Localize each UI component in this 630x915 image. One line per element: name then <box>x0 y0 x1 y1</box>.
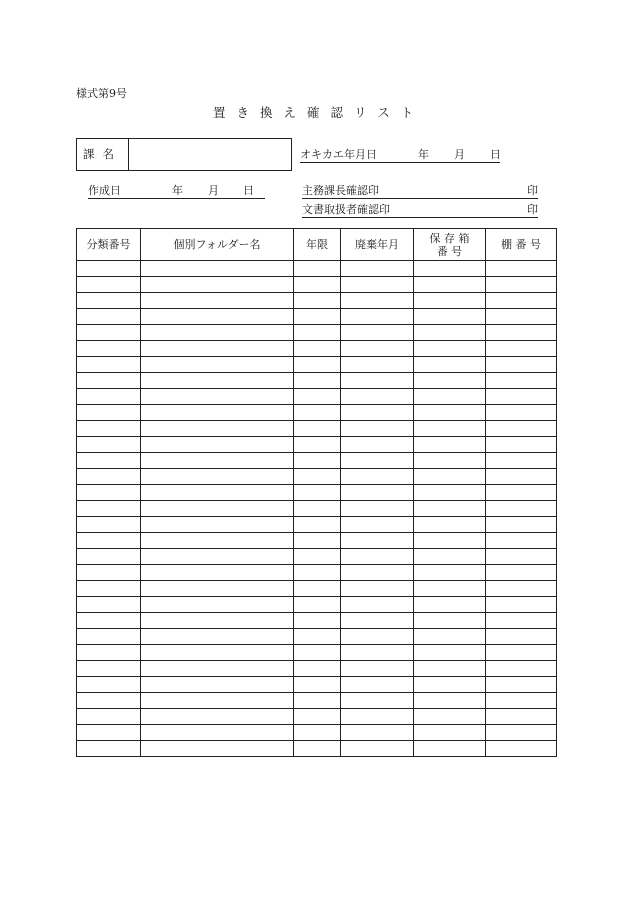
storage-box-number-cell[interactable] <box>414 453 486 469</box>
disposal-date-cell[interactable] <box>341 565 414 581</box>
shelf-number-cell[interactable] <box>486 357 557 373</box>
table-header-row <box>77 229 557 261</box>
folder-name-cell[interactable] <box>141 261 294 277</box>
retention-years-cell[interactable] <box>294 261 341 277</box>
table-row <box>77 565 557 581</box>
folder-name-cell[interactable] <box>141 421 294 437</box>
replace-date-line[interactable] <box>300 148 500 163</box>
classification-number-cell[interactable] <box>77 517 141 533</box>
folder-name-cell[interactable] <box>141 277 294 293</box>
storage-box-number-cell[interactable] <box>414 373 486 389</box>
table-row <box>77 645 557 661</box>
disposal-date-cell[interactable] <box>341 501 414 517</box>
retention-years-cell[interactable] <box>294 693 341 709</box>
storage-box-number-cell[interactable] <box>414 549 486 565</box>
created-date-line[interactable] <box>88 184 265 199</box>
retention-years-cell[interactable] <box>294 709 341 725</box>
folder-name-cell[interactable] <box>141 661 294 677</box>
disposal-date-cell[interactable] <box>341 405 414 421</box>
classification-number-cell[interactable] <box>77 565 141 581</box>
classification-number-cell[interactable] <box>77 725 141 741</box>
folder-name-cell[interactable] <box>141 565 294 581</box>
created-date-day: 日 <box>243 184 254 197</box>
storage-box-number-cell[interactable] <box>414 309 486 325</box>
classification-number-cell[interactable] <box>77 373 141 389</box>
shelf-number-cell[interactable] <box>486 437 557 453</box>
created-date-month: 月 <box>208 184 219 197</box>
table-row <box>77 389 557 405</box>
retention-years-cell[interactable] <box>294 613 341 629</box>
shelf-number-cell[interactable] <box>486 677 557 693</box>
table-row <box>77 501 557 517</box>
storage-box-number-cell[interactable] <box>414 597 486 613</box>
classification-number-cell[interactable] <box>77 277 141 293</box>
retention-years-cell[interactable] <box>294 373 341 389</box>
shelf-number-cell[interactable] <box>486 325 557 341</box>
column-header-classification-number: 分類番号 <box>77 229 141 261</box>
folder-name-cell[interactable] <box>141 725 294 741</box>
storage-box-number-cell[interactable] <box>414 293 486 309</box>
storage-box-number-cell[interactable] <box>414 693 486 709</box>
disposal-date-cell[interactable] <box>341 373 414 389</box>
classification-number-cell[interactable] <box>77 533 141 549</box>
shelf-number-cell[interactable] <box>486 629 557 645</box>
retention-years-cell[interactable] <box>294 549 341 565</box>
document-handler-confirm-label: 文書取扱者確認印 <box>302 203 390 216</box>
chief-confirm-line[interactable] <box>302 184 538 199</box>
retention-years-cell[interactable] <box>294 517 341 533</box>
table-row <box>77 597 557 613</box>
storage-box-number-cell[interactable] <box>414 405 486 421</box>
storage-box-number-cell[interactable] <box>414 677 486 693</box>
folder-name-cell[interactable] <box>141 629 294 645</box>
storage-box-number-cell[interactable] <box>414 517 486 533</box>
section-name-box <box>76 138 292 171</box>
column-header-retention-years: 年限 <box>294 229 341 261</box>
form-number: 様式第9号 <box>76 87 127 100</box>
retention-years-cell[interactable] <box>294 437 341 453</box>
replace-date-month: 月 <box>454 148 465 161</box>
folder-name-cell[interactable] <box>141 581 294 597</box>
retention-years-cell[interactable] <box>294 309 341 325</box>
storage-box-number-cell[interactable] <box>414 581 486 597</box>
table-row <box>77 421 557 437</box>
folder-list-table <box>76 228 557 757</box>
table-row <box>77 533 557 549</box>
folder-name-cell[interactable] <box>141 309 294 325</box>
storage-box-number-cell[interactable] <box>414 421 486 437</box>
classification-number-cell[interactable] <box>77 325 141 341</box>
table-row <box>77 629 557 645</box>
disposal-date-cell[interactable] <box>341 613 414 629</box>
disposal-date-cell[interactable] <box>341 517 414 533</box>
retention-years-cell[interactable] <box>294 645 341 661</box>
folder-name-cell[interactable] <box>141 453 294 469</box>
shelf-number-cell[interactable] <box>486 693 557 709</box>
retention-years-cell[interactable] <box>294 293 341 309</box>
shelf-number-cell[interactable] <box>486 453 557 469</box>
disposal-date-cell[interactable] <box>341 357 414 373</box>
folder-name-cell[interactable] <box>141 645 294 661</box>
disposal-date-cell[interactable] <box>341 725 414 741</box>
folder-name-cell[interactable] <box>141 533 294 549</box>
table-row <box>77 277 557 293</box>
classification-number-cell[interactable] <box>77 469 141 485</box>
disposal-date-cell[interactable] <box>341 709 414 725</box>
shelf-number-cell[interactable] <box>486 309 557 325</box>
section-name-field[interactable] <box>129 139 291 170</box>
shelf-number-cell[interactable] <box>486 261 557 277</box>
storage-box-number-cell[interactable] <box>414 277 486 293</box>
retention-years-cell[interactable] <box>294 565 341 581</box>
folder-name-cell[interactable] <box>141 293 294 309</box>
disposal-date-cell[interactable] <box>341 581 414 597</box>
table-row <box>77 613 557 629</box>
chief-confirm-label: 主務課長確認印 <box>302 184 379 197</box>
disposal-date-cell[interactable] <box>341 453 414 469</box>
classification-number-cell[interactable] <box>77 437 141 453</box>
table-row <box>77 325 557 341</box>
replace-date-day: 日 <box>490 148 501 161</box>
classification-number-cell[interactable] <box>77 693 141 709</box>
classification-number-cell[interactable] <box>77 549 141 565</box>
disposal-date-cell[interactable] <box>341 293 414 309</box>
classification-number-cell[interactable] <box>77 677 141 693</box>
folder-name-cell[interactable] <box>141 677 294 693</box>
storage-box-number-cell[interactable] <box>414 629 486 645</box>
storage-box-number-cell[interactable] <box>414 741 486 757</box>
shelf-number-cell[interactable] <box>486 373 557 389</box>
column-header-folder-name: 個別フォルダー名 <box>141 229 294 261</box>
shelf-number-cell[interactable] <box>486 565 557 581</box>
classification-number-cell[interactable] <box>77 261 141 277</box>
table-row <box>77 453 557 469</box>
disposal-date-cell[interactable] <box>341 469 414 485</box>
classification-number-cell[interactable] <box>77 309 141 325</box>
folder-name-cell[interactable] <box>141 517 294 533</box>
chief-seal-mark: 印 <box>527 184 538 197</box>
shelf-number-cell[interactable] <box>486 709 557 725</box>
folder-name-cell[interactable] <box>141 405 294 421</box>
shelf-number-cell[interactable] <box>486 597 557 613</box>
storage-box-number-cell[interactable] <box>414 469 486 485</box>
table-row <box>77 549 557 565</box>
retention-years-cell[interactable] <box>294 741 341 757</box>
storage-box-number-cell[interactable] <box>414 565 486 581</box>
table-row <box>77 309 557 325</box>
table-row <box>77 373 557 389</box>
disposal-date-cell[interactable] <box>341 389 414 405</box>
page-title: 置き換え確認リスト <box>213 105 425 120</box>
shelf-number-cell[interactable] <box>486 501 557 517</box>
classification-number-cell[interactable] <box>77 453 141 469</box>
table-row <box>77 693 557 709</box>
replace-date-label: オキカエ年月日 <box>300 148 377 161</box>
disposal-date-cell[interactable] <box>341 309 414 325</box>
table-row <box>77 469 557 485</box>
table-row <box>77 293 557 309</box>
storage-box-number-cell[interactable] <box>414 661 486 677</box>
table-row <box>77 741 557 757</box>
retention-years-cell[interactable] <box>294 341 341 357</box>
shelf-number-cell[interactable] <box>486 421 557 437</box>
storage-box-number-cell[interactable] <box>414 357 486 373</box>
table-row <box>77 261 557 277</box>
classification-number-cell[interactable] <box>77 485 141 501</box>
folder-name-cell[interactable] <box>141 437 294 453</box>
disposal-date-cell[interactable] <box>341 677 414 693</box>
retention-years-cell[interactable] <box>294 421 341 437</box>
retention-years-cell[interactable] <box>294 469 341 485</box>
disposal-date-cell[interactable] <box>341 421 414 437</box>
table-row <box>77 485 557 501</box>
storage-box-number-cell[interactable] <box>414 533 486 549</box>
folder-name-cell[interactable] <box>141 341 294 357</box>
folder-name-cell[interactable] <box>141 709 294 725</box>
disposal-date-cell[interactable] <box>341 645 414 661</box>
classification-number-cell[interactable] <box>77 389 141 405</box>
classification-number-cell[interactable] <box>77 597 141 613</box>
retention-years-cell[interactable] <box>294 677 341 693</box>
disposal-date-cell[interactable] <box>341 597 414 613</box>
shelf-number-cell[interactable] <box>486 741 557 757</box>
retention-years-cell[interactable] <box>294 661 341 677</box>
section-name-label: 課名 <box>77 139 129 170</box>
document-handler-confirm-line[interactable] <box>302 203 538 218</box>
disposal-date-cell[interactable] <box>341 533 414 549</box>
disposal-date-cell[interactable] <box>341 661 414 677</box>
disposal-date-cell[interactable] <box>341 261 414 277</box>
table-row <box>77 341 557 357</box>
table-row <box>77 725 557 741</box>
classification-number-cell[interactable] <box>77 341 141 357</box>
storage-box-number-cell[interactable] <box>414 389 486 405</box>
classification-number-cell[interactable] <box>77 421 141 437</box>
shelf-number-cell[interactable] <box>486 293 557 309</box>
shelf-number-cell[interactable] <box>486 485 557 501</box>
folder-name-cell[interactable] <box>141 613 294 629</box>
shelf-number-cell[interactable] <box>486 661 557 677</box>
storage-box-number-cell[interactable] <box>414 725 486 741</box>
shelf-number-cell[interactable] <box>486 517 557 533</box>
retention-years-cell[interactable] <box>294 581 341 597</box>
classification-number-cell[interactable] <box>77 293 141 309</box>
table-row <box>77 437 557 453</box>
storage-box-number-cell[interactable] <box>414 485 486 501</box>
retention-years-cell[interactable] <box>294 597 341 613</box>
shelf-number-cell[interactable] <box>486 613 557 629</box>
folder-name-cell[interactable] <box>141 373 294 389</box>
disposal-date-cell[interactable] <box>341 549 414 565</box>
classification-number-cell[interactable] <box>77 741 141 757</box>
column-header-disposal-date: 廃棄年月 <box>341 229 414 261</box>
shelf-number-cell[interactable] <box>486 533 557 549</box>
shelf-number-cell[interactable] <box>486 277 557 293</box>
folder-name-cell[interactable] <box>141 501 294 517</box>
shelf-number-cell[interactable] <box>486 389 557 405</box>
disposal-date-cell[interactable] <box>341 325 414 341</box>
disposal-date-cell[interactable] <box>341 741 414 757</box>
replace-date-year: 年 <box>418 148 429 161</box>
table-row <box>77 517 557 533</box>
shelf-number-cell[interactable] <box>486 469 557 485</box>
storage-box-number-cell[interactable] <box>414 645 486 661</box>
created-date-year: 年 <box>172 184 183 197</box>
table-row <box>77 661 557 677</box>
retention-years-cell[interactable] <box>294 325 341 341</box>
folder-name-cell[interactable] <box>141 485 294 501</box>
retention-years-cell[interactable] <box>294 389 341 405</box>
folder-name-cell[interactable] <box>141 469 294 485</box>
retention-years-cell[interactable] <box>294 485 341 501</box>
table-row <box>77 357 557 373</box>
retention-years-cell[interactable] <box>294 405 341 421</box>
classification-number-cell[interactable] <box>77 613 141 629</box>
retention-years-cell[interactable] <box>294 629 341 645</box>
folder-name-cell[interactable] <box>141 357 294 373</box>
folder-name-cell[interactable] <box>141 325 294 341</box>
storage-box-number-cell[interactable] <box>414 437 486 453</box>
shelf-number-cell[interactable] <box>486 405 557 421</box>
table-row <box>77 677 557 693</box>
table-row <box>77 709 557 725</box>
disposal-date-cell[interactable] <box>341 437 414 453</box>
disposal-date-cell[interactable] <box>341 629 414 645</box>
column-header-storage-box-number: 保 存 箱 番 号 <box>414 229 486 261</box>
disposal-date-cell[interactable] <box>341 341 414 357</box>
shelf-number-cell[interactable] <box>486 725 557 741</box>
disposal-date-cell[interactable] <box>341 277 414 293</box>
created-date-label: 作成日 <box>88 184 121 197</box>
retention-years-cell[interactable] <box>294 725 341 741</box>
retention-years-cell[interactable] <box>294 453 341 469</box>
disposal-date-cell[interactable] <box>341 485 414 501</box>
table-row <box>77 405 557 421</box>
storage-box-number-cell[interactable] <box>414 501 486 517</box>
classification-number-cell[interactable] <box>77 645 141 661</box>
storage-box-number-cell[interactable] <box>414 709 486 725</box>
classification-number-cell[interactable] <box>77 709 141 725</box>
folder-name-cell[interactable] <box>141 597 294 613</box>
storage-box-number-cell[interactable] <box>414 261 486 277</box>
folder-name-cell[interactable] <box>141 693 294 709</box>
classification-number-cell[interactable] <box>77 501 141 517</box>
storage-box-number-cell[interactable] <box>414 325 486 341</box>
retention-years-cell[interactable] <box>294 533 341 549</box>
folder-name-cell[interactable] <box>141 741 294 757</box>
classification-number-cell[interactable] <box>77 661 141 677</box>
table-row <box>77 581 557 597</box>
shelf-number-cell[interactable] <box>486 581 557 597</box>
disposal-date-cell[interactable] <box>341 693 414 709</box>
retention-years-cell[interactable] <box>294 357 341 373</box>
classification-number-cell[interactable] <box>77 629 141 645</box>
column-header-shelf-number: 棚 番 号 <box>486 229 557 261</box>
document-handler-seal-mark: 印 <box>527 203 538 216</box>
classification-number-cell[interactable] <box>77 581 141 597</box>
classification-number-cell[interactable] <box>77 405 141 421</box>
retention-years-cell[interactable] <box>294 277 341 293</box>
folder-name-cell[interactable] <box>141 549 294 565</box>
shelf-number-cell[interactable] <box>486 549 557 565</box>
storage-box-number-cell[interactable] <box>414 341 486 357</box>
folder-name-cell[interactable] <box>141 389 294 405</box>
storage-box-number-cell[interactable] <box>414 613 486 629</box>
retention-years-cell[interactable] <box>294 501 341 517</box>
shelf-number-cell[interactable] <box>486 341 557 357</box>
classification-number-cell[interactable] <box>77 357 141 373</box>
shelf-number-cell[interactable] <box>486 645 557 661</box>
